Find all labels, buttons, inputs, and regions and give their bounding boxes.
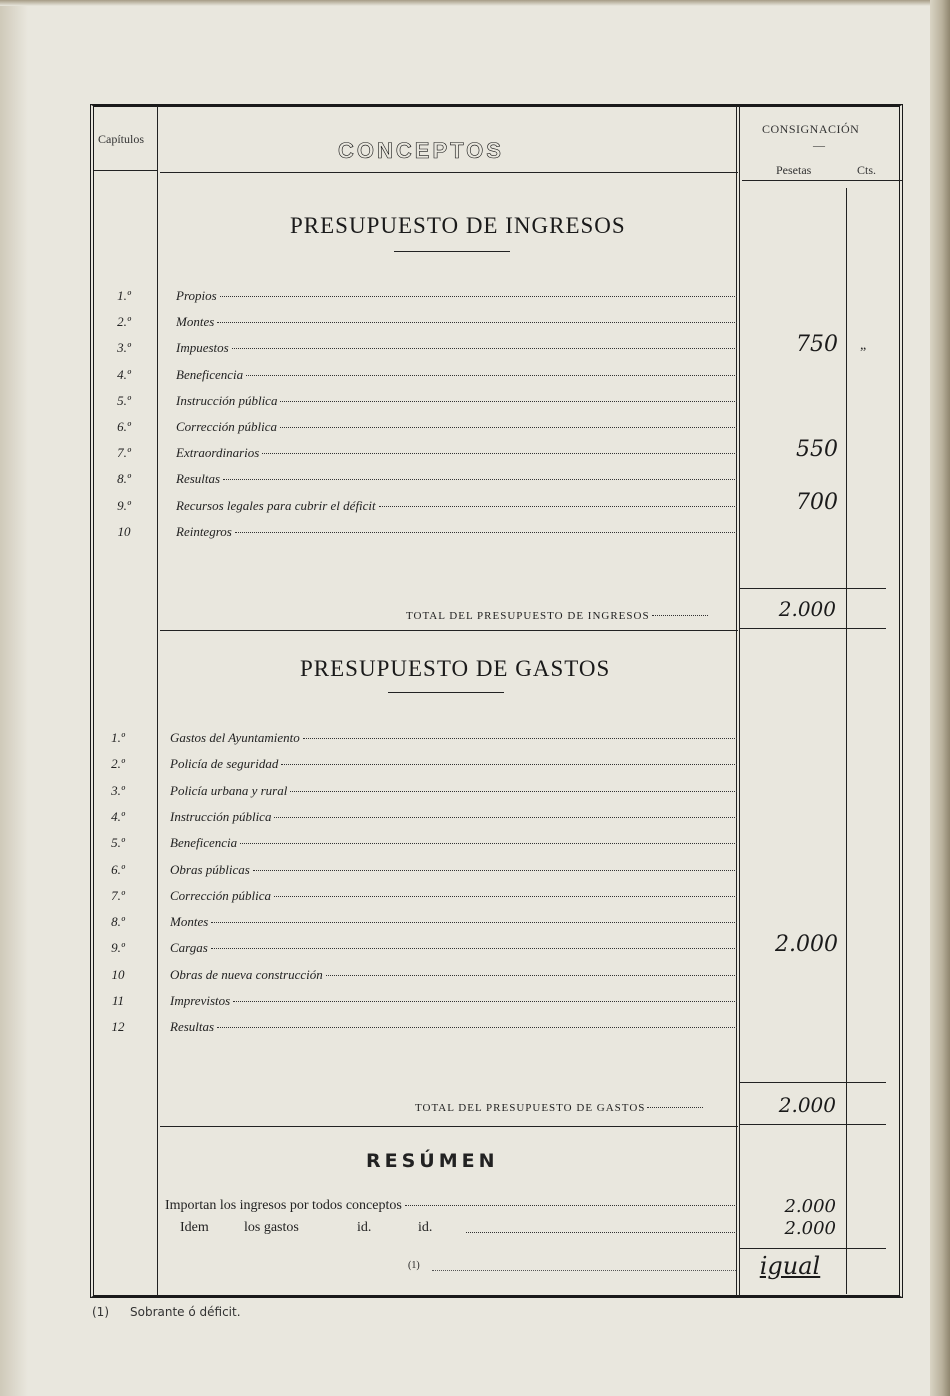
ingresos-item-dots xyxy=(262,453,737,454)
gastos-item-number: 10 xyxy=(111,966,125,982)
ingresos-item-amount: 550 xyxy=(796,437,838,463)
gastos-item-dots xyxy=(290,791,737,792)
page-edge-right xyxy=(930,0,950,1396)
ingresos-item-dots xyxy=(223,479,737,480)
footnote-ref: (1) xyxy=(92,1305,109,1319)
resumen-line-ingresos-label: Importan los ingresos por todos conceptos xyxy=(165,1198,402,1213)
footnote-text: Sobrante ó déficit. xyxy=(130,1305,241,1319)
gastos-item-dots xyxy=(240,843,737,844)
ingresos-title: PRESUPUESTO DE INGRESOS xyxy=(290,213,626,238)
gastos-item-row xyxy=(170,862,737,878)
gastos-item-number: 1.º xyxy=(111,730,125,745)
gastos-item-amount: 2.000 xyxy=(775,932,838,958)
gastos-item-number: 4.º xyxy=(111,808,125,824)
gastos-total-amount: 2.000 xyxy=(778,1093,836,1117)
gastos-item-number: 2.º xyxy=(111,756,125,772)
gastos-total-rule-bottom xyxy=(740,1124,886,1125)
resumen-result: igual xyxy=(759,1252,821,1280)
form-frame xyxy=(90,104,903,1298)
ingresos-item-number: 2.º xyxy=(117,314,131,330)
ingresos-item-row xyxy=(176,314,737,330)
ingresos-item-row xyxy=(176,367,737,383)
ingresos-title-rule xyxy=(394,251,510,252)
ingresos-total-rule-bottom xyxy=(740,628,886,629)
gastos-item-row xyxy=(170,756,737,772)
gastos-item-row xyxy=(170,967,737,983)
ingresos-item-dots xyxy=(280,427,737,428)
ingresos-item-cts: „ xyxy=(860,338,867,354)
ingresos-item-number: 6.º xyxy=(117,419,131,434)
page-edge-left xyxy=(0,0,28,1396)
header-cts: Cts. xyxy=(857,163,877,177)
page-edge-top xyxy=(0,0,950,6)
header-rule-middle xyxy=(160,172,738,173)
ingresos-item-row xyxy=(176,340,737,356)
header-pesetas: Pesetas xyxy=(776,163,812,177)
resumen-sum-rule xyxy=(740,1248,886,1249)
gastos-item-label: Imprevistos xyxy=(170,993,231,1008)
ingresos-item-dots xyxy=(217,322,737,323)
resumen-result-dots xyxy=(432,1270,736,1271)
gastos-item-number: 9.º xyxy=(111,940,125,956)
ingresos-item-row xyxy=(176,524,737,540)
gastos-item-number: 12 xyxy=(111,1019,125,1035)
header-consignacion: CONSIGNACIÓN xyxy=(762,122,860,136)
ingresos-item-row xyxy=(176,471,737,487)
resumen-note-ref: (1) xyxy=(408,1260,420,1271)
ingresos-item-label: Montes xyxy=(176,314,215,330)
ingresos-item-label: Corrección pública xyxy=(176,419,277,434)
gastos-item-number: 6.º xyxy=(111,861,125,877)
gastos-item-dots xyxy=(274,896,737,897)
ingresos-item-row xyxy=(176,419,737,435)
ingresos-item-number: 3.º xyxy=(117,340,131,356)
ingresos-total-amount: 2.000 xyxy=(778,597,836,621)
header-rule-left xyxy=(94,170,158,171)
gastos-item-label: Obras de nueva construcción xyxy=(170,966,323,982)
ingresos-item-number: 5.º xyxy=(117,392,131,408)
gastos-item-number: 8.º xyxy=(111,914,125,930)
gastos-item-dots xyxy=(303,738,737,739)
resumen-ingresos-amount: 2.000 xyxy=(784,1196,836,1217)
gastos-item-number: 5.º xyxy=(111,835,125,851)
gastos-total-rule-top xyxy=(740,1082,886,1083)
gastos-item-row xyxy=(170,1019,737,1035)
gastos-item-dots xyxy=(233,1001,737,1002)
ingresos-item-label: Extraordinarios xyxy=(176,445,260,461)
ingresos-item-dots xyxy=(232,348,737,349)
ingresos-item-label: Recursos legales para cubrir el déficit xyxy=(176,497,376,513)
gastos-item-row xyxy=(170,730,737,746)
resumen-line-ingresos xyxy=(165,1198,737,1214)
gastos-item-label: Cargas xyxy=(170,940,208,956)
header-conceptos: CONCEPTOS xyxy=(338,138,504,163)
gastos-item-dots xyxy=(326,975,737,976)
gastos-item-dots xyxy=(211,922,737,923)
ingresos-item-dots xyxy=(379,506,737,507)
ingresos-item-row xyxy=(176,445,737,461)
ingresos-item-number: 4.º xyxy=(117,366,131,382)
ingresos-item-label: Beneficencia xyxy=(176,366,244,382)
ingresos-item-number: 1.º xyxy=(117,288,131,303)
resumen-dots-2 xyxy=(466,1232,737,1233)
ingresos-item-label: Resultas xyxy=(176,471,221,487)
gastos-item-number: 3.º xyxy=(111,782,125,798)
gastos-item-label: Montes xyxy=(170,914,209,930)
gastos-item-row xyxy=(170,835,737,851)
ingresos-item-number: 8.º xyxy=(117,471,131,487)
ingresos-total-text: TOTAL DEL PRESUPUESTO DE INGRESOS xyxy=(406,610,650,622)
gastos-item-label: Policía urbana y rural xyxy=(170,782,288,798)
header-capitulos: Capítulos xyxy=(98,132,145,146)
gastos-item-dots xyxy=(217,1027,737,1028)
resumen-line-gastos xyxy=(180,1220,737,1240)
ingresos-item-dots xyxy=(235,532,737,533)
ingresos-item-row xyxy=(176,288,737,304)
gastos-section-rule xyxy=(160,1126,738,1127)
resumen-los-gastos: los gastos xyxy=(244,1220,299,1235)
gastos-item-dots xyxy=(211,948,737,949)
gastos-item-label: Gastos del Ayuntamiento xyxy=(170,730,300,745)
capitulos-column-rule xyxy=(157,106,158,1296)
gastos-total-label xyxy=(415,1102,703,1114)
amount-column-rule xyxy=(736,106,740,1296)
ingresos-item-number: 9.º xyxy=(117,497,131,513)
resumen-id-1: id. xyxy=(357,1220,372,1235)
gastos-item-row xyxy=(170,940,737,956)
ingresos-item-amount: 700 xyxy=(796,489,838,515)
ingresos-item-number: 7.º xyxy=(117,445,131,461)
cts-column-rule xyxy=(846,188,847,1294)
gastos-item-row xyxy=(170,809,737,825)
ingresos-item-row xyxy=(176,393,737,409)
ingresos-item-number: 10 xyxy=(117,523,131,539)
gastos-item-row xyxy=(170,914,737,930)
ingresos-section-rule xyxy=(160,630,738,631)
resumen-dots-1 xyxy=(405,1205,737,1206)
gastos-item-label: Policía de seguridad xyxy=(170,756,279,772)
ingresos-item-dots xyxy=(246,375,737,376)
ingresos-item-row xyxy=(176,498,737,514)
header-dash: — xyxy=(813,138,825,152)
gastos-title: PRESUPUESTO DE GASTOS xyxy=(300,656,611,681)
gastos-item-label: Beneficencia xyxy=(170,835,238,851)
gastos-item-label: Instrucción pública xyxy=(170,808,272,824)
gastos-item-number: 7.º xyxy=(111,887,125,903)
gastos-item-dots xyxy=(274,817,737,818)
gastos-total-text: TOTAL DEL PRESUPUESTO DE GASTOS xyxy=(415,1102,646,1114)
header-rule-right xyxy=(742,180,902,181)
gastos-item-label: Obras públicas xyxy=(170,861,250,877)
gastos-item-dots xyxy=(253,870,737,871)
gastos-item-dots xyxy=(281,764,737,765)
ingresos-total-rule-top xyxy=(740,588,886,589)
gastos-title-rule xyxy=(388,692,504,693)
gastos-item-row xyxy=(170,888,737,904)
ingresos-item-amount: 750 xyxy=(796,332,838,358)
ingresos-item-dots xyxy=(280,401,737,402)
resumen-idem: Idem xyxy=(180,1220,209,1235)
gastos-item-row xyxy=(170,783,737,799)
ingresos-item-dots xyxy=(220,296,737,297)
ingresos-total-label xyxy=(406,610,708,622)
gastos-item-label: Resultas xyxy=(170,1019,215,1035)
gastos-item-row xyxy=(170,993,737,1009)
resumen-id-2: id. xyxy=(418,1220,433,1235)
ingresos-item-label: Propios xyxy=(176,288,217,303)
resumen-title: RESÚMEN xyxy=(366,1150,499,1172)
gastos-item-label: Corrección pública xyxy=(170,887,271,903)
ingresos-item-label: Instrucción pública xyxy=(176,392,278,408)
ingresos-item-label: Impuestos xyxy=(176,340,229,356)
ingresos-item-label: Reintegros xyxy=(176,523,232,539)
resumen-gastos-amount: 2.000 xyxy=(784,1218,836,1239)
gastos-item-number: 11 xyxy=(111,993,125,1008)
